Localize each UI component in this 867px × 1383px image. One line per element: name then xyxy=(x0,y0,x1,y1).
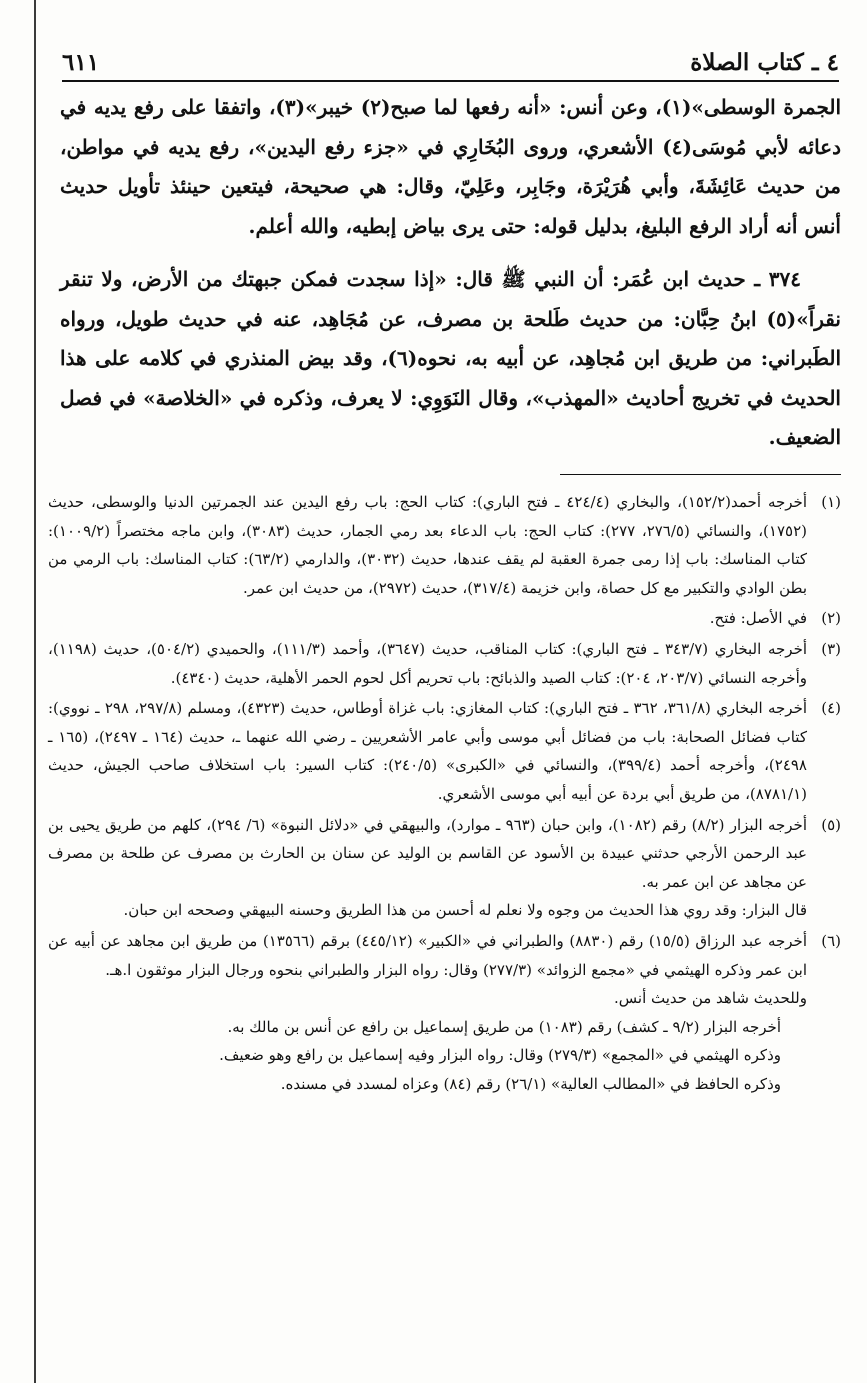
main-text xyxy=(60,88,841,458)
footnote-number: (٣) xyxy=(821,639,841,658)
footnote-number: (٢) xyxy=(821,609,841,628)
footnotes-section xyxy=(48,488,841,1100)
footnote-divider xyxy=(560,474,841,475)
footnote-text: في الأصل: فتح. xyxy=(709,609,807,628)
footnote-3 xyxy=(48,635,841,692)
footnote-number: (١) xyxy=(821,493,841,511)
footnote-text: وللحديث شاهد من حديث أنس. xyxy=(614,989,807,1008)
page-number: ٦١١ xyxy=(62,49,100,76)
footnote-text: أخرجه أحمد(١٥٢/٢)، والبخاري (٤٢٤/٤ ـ فتح الباري): كتاب الحج: باب رفع اليدين عند الجمرتين الدنيا والوسطى، حديث (١٧٥٢)، والنسائي (٢٧٦/٥، ٢٧٧): كتاب الحج: باب الدعاء بعد رمي الجمار، حديث (٣٠٨٣)، وابن ماجه مختصراً (١٠٠٩/٢): كتاب المناسك: باب إذا رمى جمرة العقبة لم يقف عندها، حديث (٣٠٣٢)، والدارمي (٦٣/٢): كتاب المناسك: باب الرمي من بطن الوادي والتكبير مع كل حصاة، وابن خزيمة (٣١٧/٤)، حديث (٢٩٧٢)، من حديث ابن عمر. xyxy=(48,493,808,597)
footnote-text: أخرجه البخاري (٣٦١/٨، ٣٦٢ ـ فتح الباري): كتاب المغازي: باب غزاة أوطاس، حديث (٤٣٢٣)، ومسلم (٢٩٧/٨، ٢٩٨ ـ نووي): كتاب فضائل الصحابة: باب من فضائل أبي موسى وأبي عامر الأشعريين ـ رضي الله عنهما ـ، حديث (١٦٤ ـ ٢٤٩٧)، (١٦٥ ـ ٢٤٩٨)، وأخرجه أحمد (٣٩٩/٤)، والنسائي في «الكبرى» (٢٤٠/٥): كتاب السير: باب استخلاف صاحب الجيش، حديث (٨٧٨١/١)، من طريق أبي بردة عن أبيه أبي موسى الأشعري. xyxy=(48,699,808,803)
footnote-sub-text: أخرجه البزار (٩/٢ ـ كشف) رقم (١٠٨٣) من طريق إسماعيل بن رافع عن أنس بن مالك به. xyxy=(227,1017,781,1036)
footnote-sub-text: وذكره الهيثمي في «المجمع» (٢٧٩/٣) وقال: رواه البزار وفيه إسماعيل بن رافع وهو ضعيف. xyxy=(219,1046,781,1065)
footnote-number: (٦) xyxy=(821,931,841,950)
footnote-6 xyxy=(48,927,841,1099)
footnote-number: (٥) xyxy=(821,815,841,834)
footnote-5 xyxy=(48,811,841,925)
main-paragraph-1: الجمرة الوسطى»(١)، وعن أنس: «أنه رفعها لما صبح(٢) خيبر»(٣)، واتفقا على رفع يديه في دعائه لأبي مُوسَى(٤) الأشعري، وروى البُخَارِي في «جزء رفع اليدين»، رفع يديه في مواطن، من حديث عَائِشَةَ، وأبي هُرَيْرَة، وجَابِر، وعَلِيّ، وقال: هي صحيحة، فيتعين حينئذ تأويل حديث أنس أنه أراد الرفع البليغ، بدليل قوله: حتى يرى بياض إبطيه، والله أعلم. xyxy=(60,95,842,238)
footnote-text: أخرجه البخاري (٣٤٣/٧ ـ فتح الباري): كتاب المناقب، حديث (٣٦٤٧)، وأحمد (١١١/٣)، والحميدي (٥٠٤/٢)، حديث (١١٩٨)، وأخرجه النسائي (٢٠٣/٧، ٢٠٤): كتاب الصيد والذبائح: باب تحريم أكل لحوم الحمر الأهلية، حديث (٤٣٤٠). xyxy=(48,639,808,687)
hadith-374-paragraph: ٣٧٤ ـ حديث ابن عُمَر: أن النبي ﷺ قال: «إذا سجدت فمكن جبهتك من الأرض، ولا تنقر نقراً»(٥) ابنُ حِبَّان: من حديث طَلحة بن مصرف، عن مُجَاهِد، عنه في حديث طويل، ورواه الطَبراني: من طريق ابن مُجاهِد، عن أبيه به، نحوه(٦)، وقد بيض المنذري في كلامه على هذا الحديث في تخريج أحاديث «المهذب»، وقال النَوَوِي: لا يعرف، وذكره في «الخلاصة» في فصل الضعيف. xyxy=(60,267,841,449)
footnote-2 xyxy=(48,604,841,633)
footnote-text: قال البزار: وقد روي هذا الحديث من وجوه ولا نعلم له أحسن من هذا الطريق وحسنه البيهقي وصححه ابن حبان. xyxy=(123,901,807,920)
footnote-sub-text: وذكره الحافظ في «المطالب العالية» (٢٦/١) رقم (٨٤) وعزاه لمسدد في مسنده. xyxy=(280,1074,781,1093)
footnote-1 xyxy=(48,488,841,602)
footnote-4 xyxy=(48,694,841,808)
binding-edge-line xyxy=(34,0,36,1383)
footnote-text: أخرجه البزار (٨/٢) رقم (١٠٨٢)، وابن حبان (٩٦٣ ـ موارد)، والبيهقي في «دلائل النبوة» (٦/ ٢٩٤)، كلهم من طريق يحيى بن عبد الرحمن الأرجي حدثني عبيدة بن الأسود عن القاسم بن الوليد عن سنان بن الحارث بن مصرف عن طلحة بن مصرف عن مجاهد عن ابن عمر به. xyxy=(48,815,807,891)
footnote-number: (٤) xyxy=(821,699,841,718)
running-header xyxy=(62,36,839,82)
footnote-text: أخرجه عبد الرزاق (١٥/٥) رقم (٨٨٣٠) والطبراني في «الكبير» (٤٤٥/١٢) برقم (١٣٥٦٦) من طريق ابن مجاهد عن أبيه عن ابن عمر وذكره الهيثمي في «مجمع الزوائد» (٢٧٧/٣) وقال: رواه البزار والطبراني بنحوه ورجال البزار موثقون ا.هـ. xyxy=(48,931,807,979)
chapter-title: ٤ ـ كتاب الصلاة xyxy=(690,49,839,76)
